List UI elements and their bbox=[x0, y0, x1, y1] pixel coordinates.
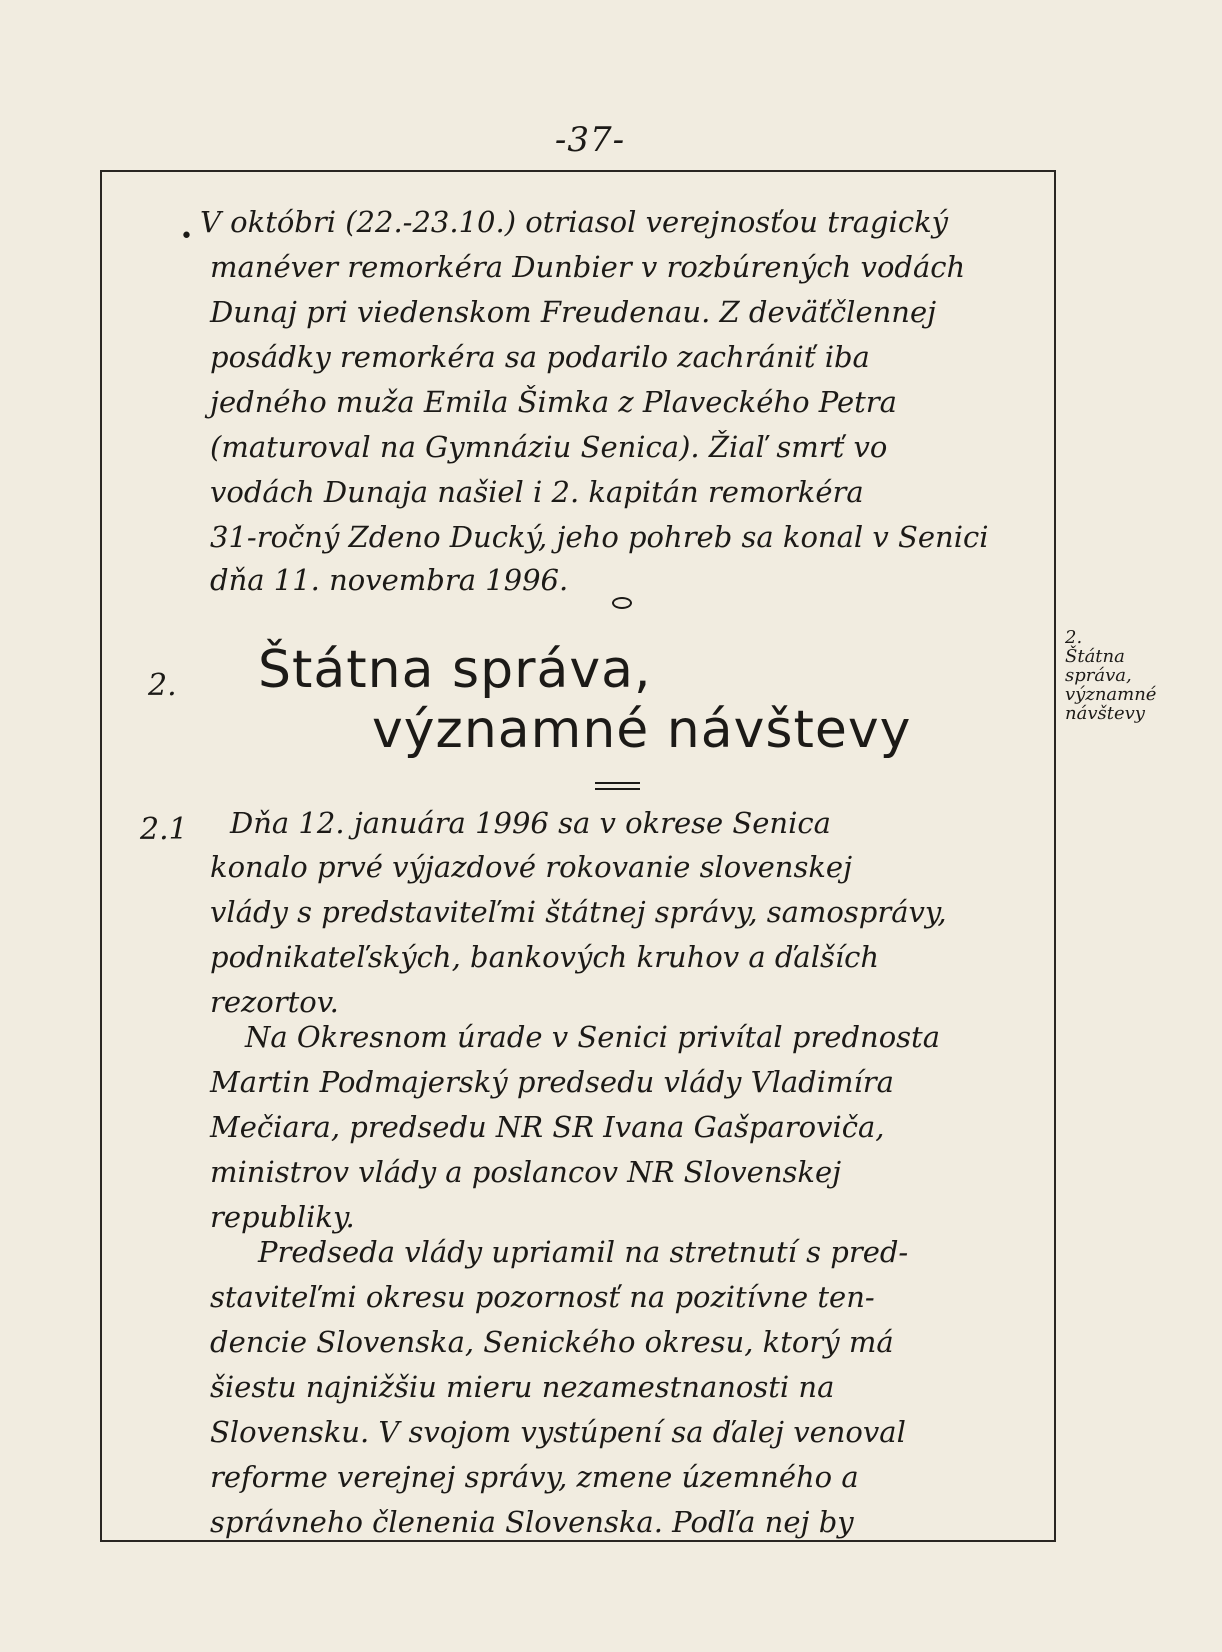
page-number: -37- bbox=[554, 120, 626, 160]
paragraph1-line: Dunaj pri viedenskom Freudenau. Z deväťčlennej bbox=[210, 295, 937, 329]
margin-note bbox=[1065, 628, 1156, 723]
section2-1-line: Predseda vlády upriamil na stretnutí s pred- bbox=[258, 1235, 909, 1269]
section2-1-line: Martin Podmajerský predsedu vlády Vladimíra bbox=[210, 1065, 894, 1099]
margin-note-line: návštevy bbox=[1065, 703, 1145, 724]
paragraph1-line: jedného muža Emila Šimka z Plaveckého Petra bbox=[210, 385, 897, 419]
section2-1-line: dencie Slovenska, Senického okresu, ktorý má bbox=[210, 1325, 894, 1359]
section-number: 2. bbox=[148, 668, 177, 703]
section2-1-line: vlády s predstaviteľmi štátnej správy, samosprávy, bbox=[210, 895, 947, 929]
section2-1-line: správneho členenia Slovenska. Podľa nej by bbox=[210, 1505, 854, 1539]
bullet-dot: • bbox=[180, 224, 193, 249]
paragraph1-line: (maturoval na Gymnáziu Senica). Žiaľ smrť vo bbox=[210, 430, 888, 464]
section2-1-line: republiky. bbox=[210, 1200, 355, 1234]
margin-note-line: správa, bbox=[1065, 665, 1132, 686]
separator-mark bbox=[612, 597, 632, 609]
paragraph1-line: 31-ročný Zdeno Ducký, jeho pohreb sa konal v Senici bbox=[210, 520, 989, 554]
section2-1-line: Mečiara, predsedu NR SR Ivana Gašparoviča, bbox=[210, 1110, 885, 1144]
section2-1-line: staviteľmi okresu pozornosť na pozitívne ten- bbox=[210, 1280, 875, 1314]
section2-1-line: Slovensku. V svojom vystúpení sa ďalej venoval bbox=[210, 1415, 906, 1449]
margin-note-line: Štátna bbox=[1065, 646, 1125, 667]
section2-1-line: reforme verejnej správy, zmene územného a bbox=[210, 1460, 859, 1494]
section2-1-line: šiestu najnižšiu mieru nezamestnanosti na bbox=[210, 1370, 835, 1404]
heading-underline bbox=[595, 782, 640, 784]
subsection-number: 2.1 bbox=[140, 812, 188, 847]
margin-note-line: významné bbox=[1065, 684, 1157, 705]
heading-underline bbox=[595, 788, 640, 790]
section2-1-line: konalo prvé výjazdové rokovanie slovenskej bbox=[210, 850, 853, 884]
paragraph1-line: posádky remorkéra sa podarilo zachrániť iba bbox=[210, 340, 870, 374]
section2-1-line: podnikateľských, bankových kruhov a ďalších bbox=[210, 940, 880, 974]
section2-1-line: Na Okresnom úrade v Senici privítal prednosta bbox=[245, 1020, 940, 1054]
section2-1-line: Dňa 12. januára 1996 sa v okrese Senica bbox=[230, 806, 831, 840]
paragraph1-line: manéver remorkéra Dunbier v rozbúrených vodách bbox=[210, 250, 966, 284]
paragraph1-line: dňa 11. novembra 1996. bbox=[210, 563, 569, 597]
paragraph1-line: V októbri (22.-23.10.) otriasol verejnosťou tragický bbox=[200, 205, 949, 239]
section2-1-line: rezortov. bbox=[210, 985, 339, 1019]
section-title: významné návštevy bbox=[372, 700, 912, 760]
section-title: Štátna správa, bbox=[258, 640, 652, 700]
margin-note-line: 2. bbox=[1065, 627, 1083, 648]
section2-1-line: ministrov vlády a poslancov NR Slovenskej bbox=[210, 1155, 842, 1189]
paragraph1-line: vodách Dunaja našiel i 2. kapitán remorkéra bbox=[210, 475, 864, 509]
